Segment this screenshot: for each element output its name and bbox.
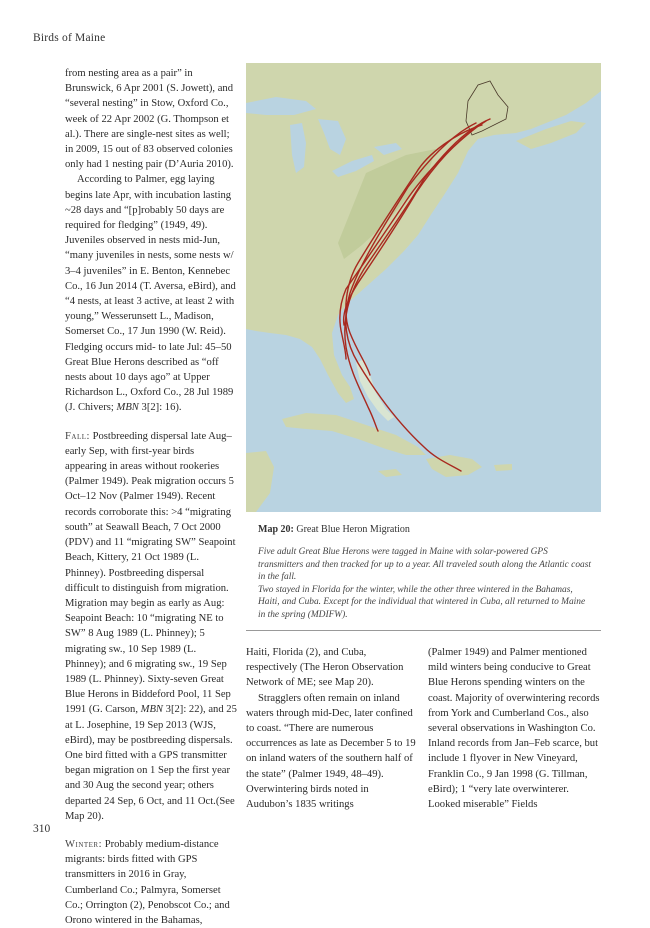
map-caption-title	[258, 524, 410, 535]
migration-map	[246, 63, 601, 512]
paragraph-overwintering: (Palmer 1949) and Palmer mentioned mild winters being conducive to Great Blue Herons spending winters on the coast. Majority of overwintering records from York and Cumberland Cos., also several observations in Washington Co. Inland records from Jan–Feb scarce, but include 1 flyover in New Vineyard, Franklin Co., 9 Jan 1998 (G. Tillman, eBird); 1 “very late overwinterer. Looked miserable” Fields	[428, 647, 600, 811]
right-text-column	[428, 645, 600, 812]
paragraph-stragglers: Stragglers often remain on inland waters through mid-Dec, later confined to coast. “There are numerous occurrences as late as December 5 to 19 on inland waters of the southern half of the state” (Palmer 1949, 48–49). Overwintering birds noted in Audubon’s 1835 writings	[246, 692, 416, 811]
map-caption-line-2: Two stayed in Florida for the winter, while the other three wintered in the Bahamas, Haiti, and Cuba. Except for the individual that wintered in Cuba, all returned to Maine in the spring (MDIFW).	[258, 584, 586, 620]
map-caption-line-1: Five adult Great Blue Herons were tagged in Maine with solar-powered GPS transmitters and then tracked for up to a year. All traveled south along the Atlantic coast in the fall.	[258, 547, 591, 583]
paragraph-nesting: from nesting area as a pair” in Brunswick, 6 Apr 2001 (S. Jowett), and “several nesting” in Stow, Oxford Co., week of 22 Apr 2002 (G. Thompson et al.). There are single-nest sites as well; in 2009, 15 out of 83 observed colonies only had 1 nesting pair (D’Auria 2010).	[65, 68, 234, 171]
map-caption	[258, 546, 593, 622]
map-number-label: Map 20:	[258, 524, 294, 535]
paragraph-egg-laying	[65, 172, 237, 415]
paragraph-wintering-locations: Haiti, Florida (2), and Cuba, respectively (The Heron Observation Network of ME; see Map 20).	[246, 647, 404, 689]
text-run: 3[2]: 16).	[141, 402, 182, 414]
text-run: 3[2]: 22), and 25 at L. Josephine, 19 Sep 2013 (WJS, eBird), may be postbreeding dispersals. One bird fitted with a GPS transmitter began migration on 1 Sep the first year and 30 Aug the second year; others departed 24 Sep, 6 Oct, and 11 Oct.(See Map 20).	[65, 704, 237, 822]
map-title-text: Great Blue Heron Migration	[296, 524, 410, 535]
left-text-column	[65, 66, 237, 928]
page-number: 310	[33, 823, 51, 835]
middle-text-column	[246, 645, 416, 812]
map-land-puerto-rico	[494, 464, 512, 471]
text-run: Postbreeding dispersal late Aug–early Sep, with first-year birds appearing in areas without rookeries (Palmer 1949). Peak migration occurs 5 Oct–12 Nov (Palmer 1949). Recent records corroborate this: >4 “migrating south” at Seawall Beach, 7 Oct 2000 (PDV) and 11 “migrating SW” Seapoint Beach, Kittery, 21 Oct 1989 (L. Phinney). Postbreeding dispersal difficult to distinguish from migration. Migration may begin as early as Aug: Seapoint Beach: 10 “migrating NE to SW” 8 Aug 1989 (L. Phinney); 5 migrating sw., 10 Sep 1989 (L. Phinney); and 6 migrating sw., 19 Sep 1989 (L. Phinney). Sixty-seven Great Blue Herons in Biddeford Pool, 11 Sep 1991 (G. Carson,	[65, 430, 236, 716]
journal-abbrev: MBN	[140, 704, 164, 716]
caption-divider	[246, 630, 601, 631]
text-run: Probably medium-distance migrants: birds fitted with GPS transmitters in 2016 in Gray, Cumberland Co.; Palmyra, Somerset Co.; Orrington (2), Penobscot Co.; and Orono wintered in the Bahamas,	[65, 838, 230, 926]
journal-abbrev: MBN	[116, 402, 139, 414]
section-winter	[65, 837, 237, 928]
section-label-fall: Fall:	[65, 430, 90, 442]
section-fall	[65, 429, 237, 824]
section-label-winter: Winter:	[65, 838, 103, 850]
text-run: According to Palmer, egg laying begins late Apr, with incubation lasting ~28 days and “[p]robably 50 days are required for fledging” (1949, 49). Juveniles observed in nests mid-Jun, “many juveniles in nests, some nests w/ 3–4 juveniles” in E. Benton, Kennebec Co., 16 Jun 2014 (T. Aversa, eBird), and “4 nests, at least 3 active, at least 2 with young,” Wesserunsett L., Madison, Somerset Co., 17 Jun 1990 (W. Reid). Fledging occurs mid- to late Jul: 45–50 Great Blue Herons described as “off nests about 10 days ago” at Upper Richardson L., Oxford Co., 28 Jul 1989 (J. Chivers;	[65, 174, 236, 414]
running-head: Birds of Maine	[33, 32, 106, 44]
map-graphic	[246, 63, 601, 512]
